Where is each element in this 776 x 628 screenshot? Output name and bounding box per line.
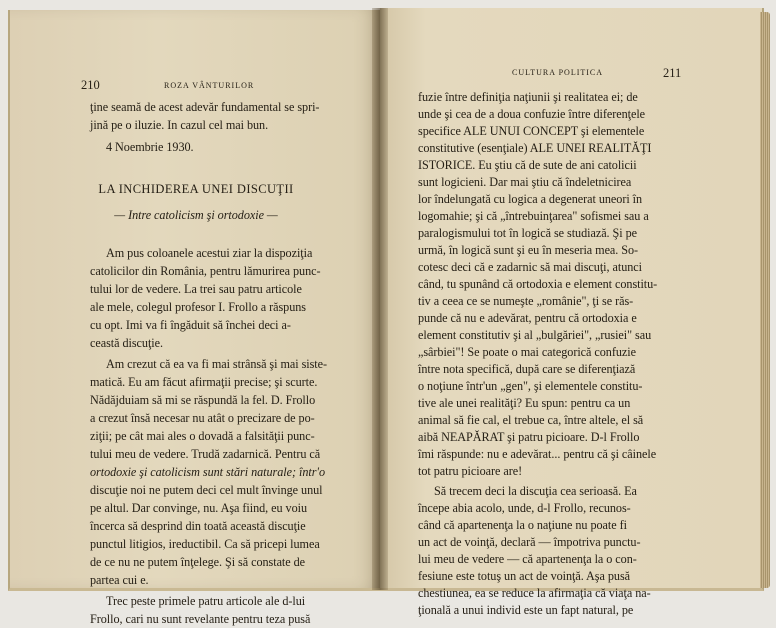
text-line: de ce nu ne putem înţelege. Şi să constate de bbox=[90, 555, 306, 569]
text-line: fuzie între definiţia naţiunii şi realitatea ei; de bbox=[418, 90, 638, 104]
text-line: între nota specifică, după care se diferenţiază bbox=[418, 362, 636, 376]
text-line: punctul litigios, ireductibil. Ca să pricepi lumea bbox=[90, 537, 320, 551]
text-line: Să trecem deci la discuţia cea serioasă. Ea bbox=[434, 484, 637, 498]
text-line: element constitutiv şi al „bulgăriei", „rusiei" sau bbox=[418, 328, 652, 342]
text-line: cu opt. Imi va fi îngăduit să închei deci a- bbox=[90, 318, 291, 332]
text-line: ţională a unui individ este un fapt natural, pe bbox=[418, 603, 634, 617]
text-line: urmă, în logică sunt şi eu în meseria mea. So- bbox=[418, 243, 639, 257]
text-line: partea cui e. bbox=[90, 573, 149, 587]
page-number: 211 bbox=[663, 66, 682, 80]
text-line: îmi răspunde: nu e adevărat... pentru că şi câinele bbox=[418, 447, 657, 461]
text-line: catolicilor din România, pentru lămurirea punc- bbox=[90, 264, 321, 278]
text-line: Am pus coloanele acestui ziar la dispoziţia bbox=[106, 246, 313, 260]
text-line: fesiune este totuş un act de voinţă. Aşa pusă bbox=[418, 569, 630, 583]
text-line: tului meu de vedere. Trudă zadarnică. Pentru că bbox=[90, 447, 321, 461]
text-line: Am crezut că ea va fi mai strânsă şi mai siste- bbox=[106, 357, 328, 371]
text-line: a crezut însă necesar nu atât o precizare de po- bbox=[90, 411, 315, 425]
text-line: animal să fie cal, el trebue ca, între altele, el să bbox=[418, 413, 644, 427]
text-line: lor îndelungată cu logica a degenerat uneori în bbox=[418, 192, 643, 206]
text-line: Frollo, cari nu sunt revelante pentru teza pusă bbox=[90, 612, 311, 626]
text-line: constitutive (esenţiale) ALE UNEI REALITĂŢI bbox=[418, 141, 652, 155]
text-line: încerca să desprind din toată această discuţie bbox=[90, 519, 306, 533]
text-line: ceastă discuţie. bbox=[90, 336, 163, 350]
text-line: tive ale unei realităţi? Eu spun: pentru ca un bbox=[418, 396, 631, 410]
text-line: când că apartenenţa la o naţiune nu poate fi bbox=[418, 518, 627, 532]
text-line: Nădăjduiam să mi se răspundă la fel. D. Frollo bbox=[90, 393, 316, 407]
text-line: pe altul. Dar convinge, nu. Aşa fiind, eu voiu bbox=[90, 501, 308, 515]
text-line: unde şi cea de a doua confuzie între diferenţele bbox=[418, 107, 646, 121]
text-line: sunt logicieni. Dar mai ştiu că îndeletnicirea bbox=[418, 175, 632, 189]
text-line: ţine seamă de acest adevăr fundamental se spri- bbox=[90, 100, 320, 114]
text-line: ale mele, colegul profesor I. Frollo a răspuns bbox=[90, 300, 306, 314]
text-line: ziţii; pe cât mai ales o dovadă a falsităţii punc- bbox=[90, 429, 315, 443]
text-line: „sârbiei"! Se poate o mai categorică confuzie bbox=[418, 345, 636, 359]
left-page bbox=[8, 10, 382, 626]
text-line: un act de voinţă, declară — împotriva punctu- bbox=[418, 535, 641, 549]
text-line: ISTORICE. Eu ştiu că de sute de ani catolicii bbox=[418, 158, 637, 172]
page-number: 210 bbox=[81, 78, 100, 92]
book-gutter bbox=[372, 8, 388, 590]
text-line: tot patru picioare are! bbox=[418, 464, 523, 478]
text-line: tiv a ceea ce se numeşte „românie", ţi se răs- bbox=[418, 294, 634, 308]
right-page bbox=[380, 8, 764, 617]
text-line: jină pe o iluzie. In cazul cel mai bun. bbox=[90, 118, 269, 132]
text-line: punde că nu e adevărat, pentru că ortodoxia e bbox=[418, 311, 637, 325]
text-line: când, tu spunând că ortodoxia e element constitu- bbox=[418, 277, 658, 291]
text-line: o noţiune într'un „gen", şi elementele constitu- bbox=[418, 379, 643, 393]
text-line: tului lor de vedere. La trei sau patru articole bbox=[90, 282, 302, 296]
date-line: 4 Noembrie 1930. bbox=[106, 140, 194, 154]
page-edges bbox=[760, 12, 770, 588]
text-line: logomahie; şi că „întrebuinţarea" sofismei sau a bbox=[418, 209, 649, 223]
running-title: ROZA VÂNTURILOR bbox=[164, 81, 255, 90]
text-line: aibă NEAPĂRAT şi patru picioare. D-l Frollo bbox=[418, 430, 640, 444]
text-line: discuţie noi ne putem deci cel mult învinge unul bbox=[90, 483, 323, 497]
text-line: Trec peste primele patru articole ale d-lui bbox=[106, 594, 306, 608]
text-line: începe abia acolo, unde, d-l Frollo, recunos- bbox=[418, 501, 631, 515]
text-line: matică. Eu am făcut afirmaţii precise; şi scurte. bbox=[90, 375, 318, 389]
text-line: chestiunea, ea se reduce la afirmaţia că viaţa na- bbox=[418, 586, 651, 600]
article-subtitle: — Intre catolicism şi ortodoxie — bbox=[114, 208, 278, 222]
text-line: lui meu de vedere — că apartenenţa la o con- bbox=[418, 552, 637, 566]
text-line: ortodoxie şi catolicism sunt stări naturale; într'o bbox=[90, 465, 325, 479]
text-line: specifice ALE UNUI CONCEPT şi elementele bbox=[418, 124, 645, 138]
text-line: paralogismului tot în logică se studiază. Şi pe bbox=[418, 226, 638, 240]
article-title: LA INCHIDEREA UNEI DISCUŢII bbox=[98, 182, 294, 196]
running-title: CULTURA POLITICA bbox=[512, 68, 604, 77]
text-line: cotesc deci că e zadarnic să mai discuţi, atunci bbox=[418, 260, 642, 274]
